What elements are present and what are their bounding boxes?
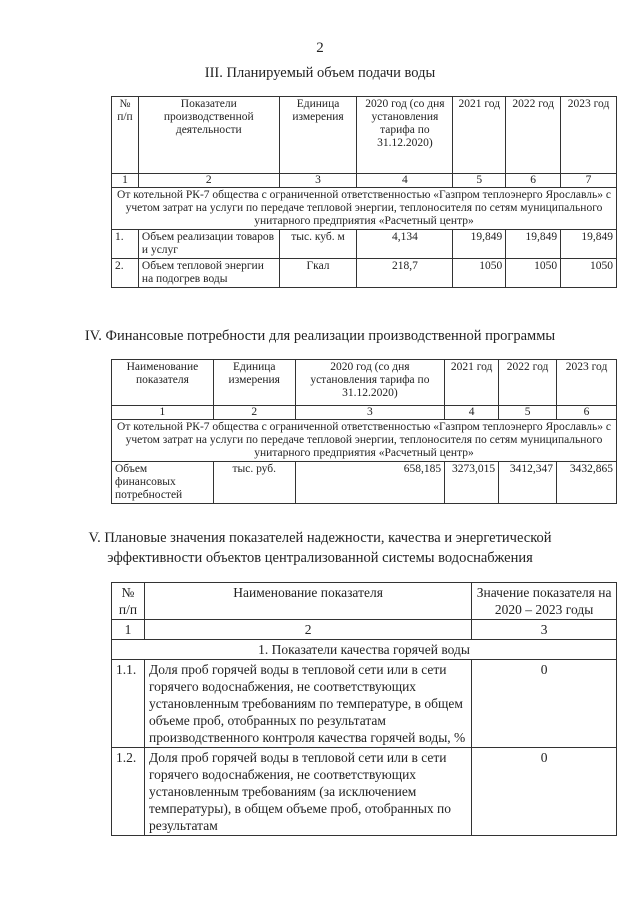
value-2020: 4,134 <box>357 230 453 259</box>
group-row <box>112 188 617 230</box>
column-number: 3 <box>295 406 444 420</box>
column-number: 1 <box>112 620 145 640</box>
row-name: Объем реализации товаров и услуг <box>138 230 279 259</box>
value-2023: 19,849 <box>561 230 617 259</box>
column-numbers-row <box>112 174 617 188</box>
row-name: Доля проб горячей воды в тепловой сети или в сети горячего водоснабжения, не соответствующих установленным требованиям по температуре, в общем объеме проб, отобранных по результатам производственного контроля качества горячей воды, % <box>144 660 471 748</box>
value-2022: 1050 <box>506 259 561 288</box>
column-number: 6 <box>506 174 561 188</box>
quality-indicators-table <box>111 582 617 836</box>
value-2022: 19,849 <box>506 230 561 259</box>
row-number: 1.1. <box>112 660 145 748</box>
group-row <box>112 640 617 660</box>
value-2023: 3432,865 <box>557 462 617 504</box>
section-3-title: III. Планируемый объем подачи воды <box>204 65 436 81</box>
column-numbers-row <box>112 406 617 420</box>
header-cell: Наименование показателя <box>112 360 214 406</box>
table-row <box>112 748 617 836</box>
header-cell: Значение показателя на 2020 – 2023 годы <box>472 583 617 620</box>
value-2020: 658,185 <box>295 462 444 504</box>
column-number: 5 <box>499 406 557 420</box>
group-row <box>112 420 617 462</box>
header-cell: 2021 год <box>445 360 499 406</box>
table-header-row <box>112 583 617 620</box>
value-2023: 1050 <box>561 259 617 288</box>
header-cell: 2021 год <box>453 97 506 174</box>
header-cell: 2022 год <box>506 97 561 174</box>
column-number: 6 <box>557 406 617 420</box>
column-number: 7 <box>561 174 617 188</box>
row-name: Объем тепловой энергии на подогрев воды <box>138 259 279 288</box>
row-name: Объем финансовых потребностей <box>112 462 214 504</box>
row-unit: Гкал <box>279 259 357 288</box>
table-header-row <box>112 360 617 406</box>
row-value: 0 <box>472 660 617 748</box>
column-numbers-row <box>112 620 617 640</box>
header-cell: Показатели производственной деятельности <box>138 97 279 174</box>
section-5-title-line-1: V. Плановые значения показателей надежности, качества и энергетической <box>88 530 552 546</box>
column-number: 5 <box>453 174 506 188</box>
page-number: 2 <box>316 40 324 56</box>
column-number: 2 <box>144 620 471 640</box>
column-number: 4 <box>445 406 499 420</box>
section-5-title-line-2: эффективности объектов централизованной системы водоснабжения <box>107 550 533 566</box>
water-supply-table <box>111 96 617 288</box>
header-cell: 2023 год <box>561 97 617 174</box>
row-value: 0 <box>472 748 617 836</box>
row-unit: тыс. руб. <box>213 462 295 504</box>
row-name: Доля проб горячей воды в тепловой сети или в сети горячего водоснабжения, не соответствующих установленным требованиям (за исключением температуры), в общем объеме проб, отобранных по результатам <box>144 748 471 836</box>
header-cell: 2020 год (со дня установления тарифа по 31.12.2020) <box>357 97 453 174</box>
financial-needs-table <box>111 359 617 504</box>
value-2021: 19,849 <box>453 230 506 259</box>
table-row <box>112 230 617 259</box>
header-cell: Единица измерения <box>213 360 295 406</box>
column-number: 2 <box>138 174 279 188</box>
value-2022: 3412,347 <box>499 462 557 504</box>
header-cell: № п/п <box>112 583 145 620</box>
header-cell: 2022 год <box>499 360 557 406</box>
value-2021: 1050 <box>453 259 506 288</box>
value-2020: 218,7 <box>357 259 453 288</box>
column-number: 3 <box>472 620 617 640</box>
table-row <box>112 462 617 504</box>
column-number: 3 <box>279 174 357 188</box>
row-number: 1.2. <box>112 748 145 836</box>
group-row-text: От котельной РК-7 общества с ограниченной ответственностью «Газпром теплоэнерго Ярославль» с учетом затрат на услуги по передаче тепловой энергии, теплоносителя по сетям муниципального унитарного предприятия «Расчетный центр» <box>112 188 617 230</box>
row-unit: тыс. куб. м <box>279 230 357 259</box>
column-number: 4 <box>357 174 453 188</box>
column-number: 1 <box>112 174 139 188</box>
header-cell: № п/п <box>112 97 139 174</box>
group-row-text: От котельной РК-7 общества с ограниченной ответственностью «Газпром теплоэнерго Ярославль» с учетом затрат на услуги по передаче тепловой энергии, теплоносителя по сетям муниципального унитарного предприятия «Расчетный центр» <box>112 420 617 462</box>
table-row <box>112 660 617 748</box>
group-row-text: 1. Показатели качества горячей воды <box>112 640 617 660</box>
table-header-row <box>112 97 617 174</box>
column-number: 1 <box>112 406 214 420</box>
header-cell: 2020 год (со дня установления тарифа по 31.12.2020) <box>295 360 444 406</box>
row-number: 1. <box>112 230 139 259</box>
header-cell: 2023 год <box>557 360 617 406</box>
section-4-title: IV. Финансовые потребности для реализации производственной программы <box>84 328 556 344</box>
header-cell: Наименование показателя <box>144 583 471 620</box>
row-number: 2. <box>112 259 139 288</box>
column-number: 2 <box>213 406 295 420</box>
value-2021: 3273,015 <box>445 462 499 504</box>
header-cell: Единица измерения <box>279 97 357 174</box>
table-row <box>112 259 617 288</box>
